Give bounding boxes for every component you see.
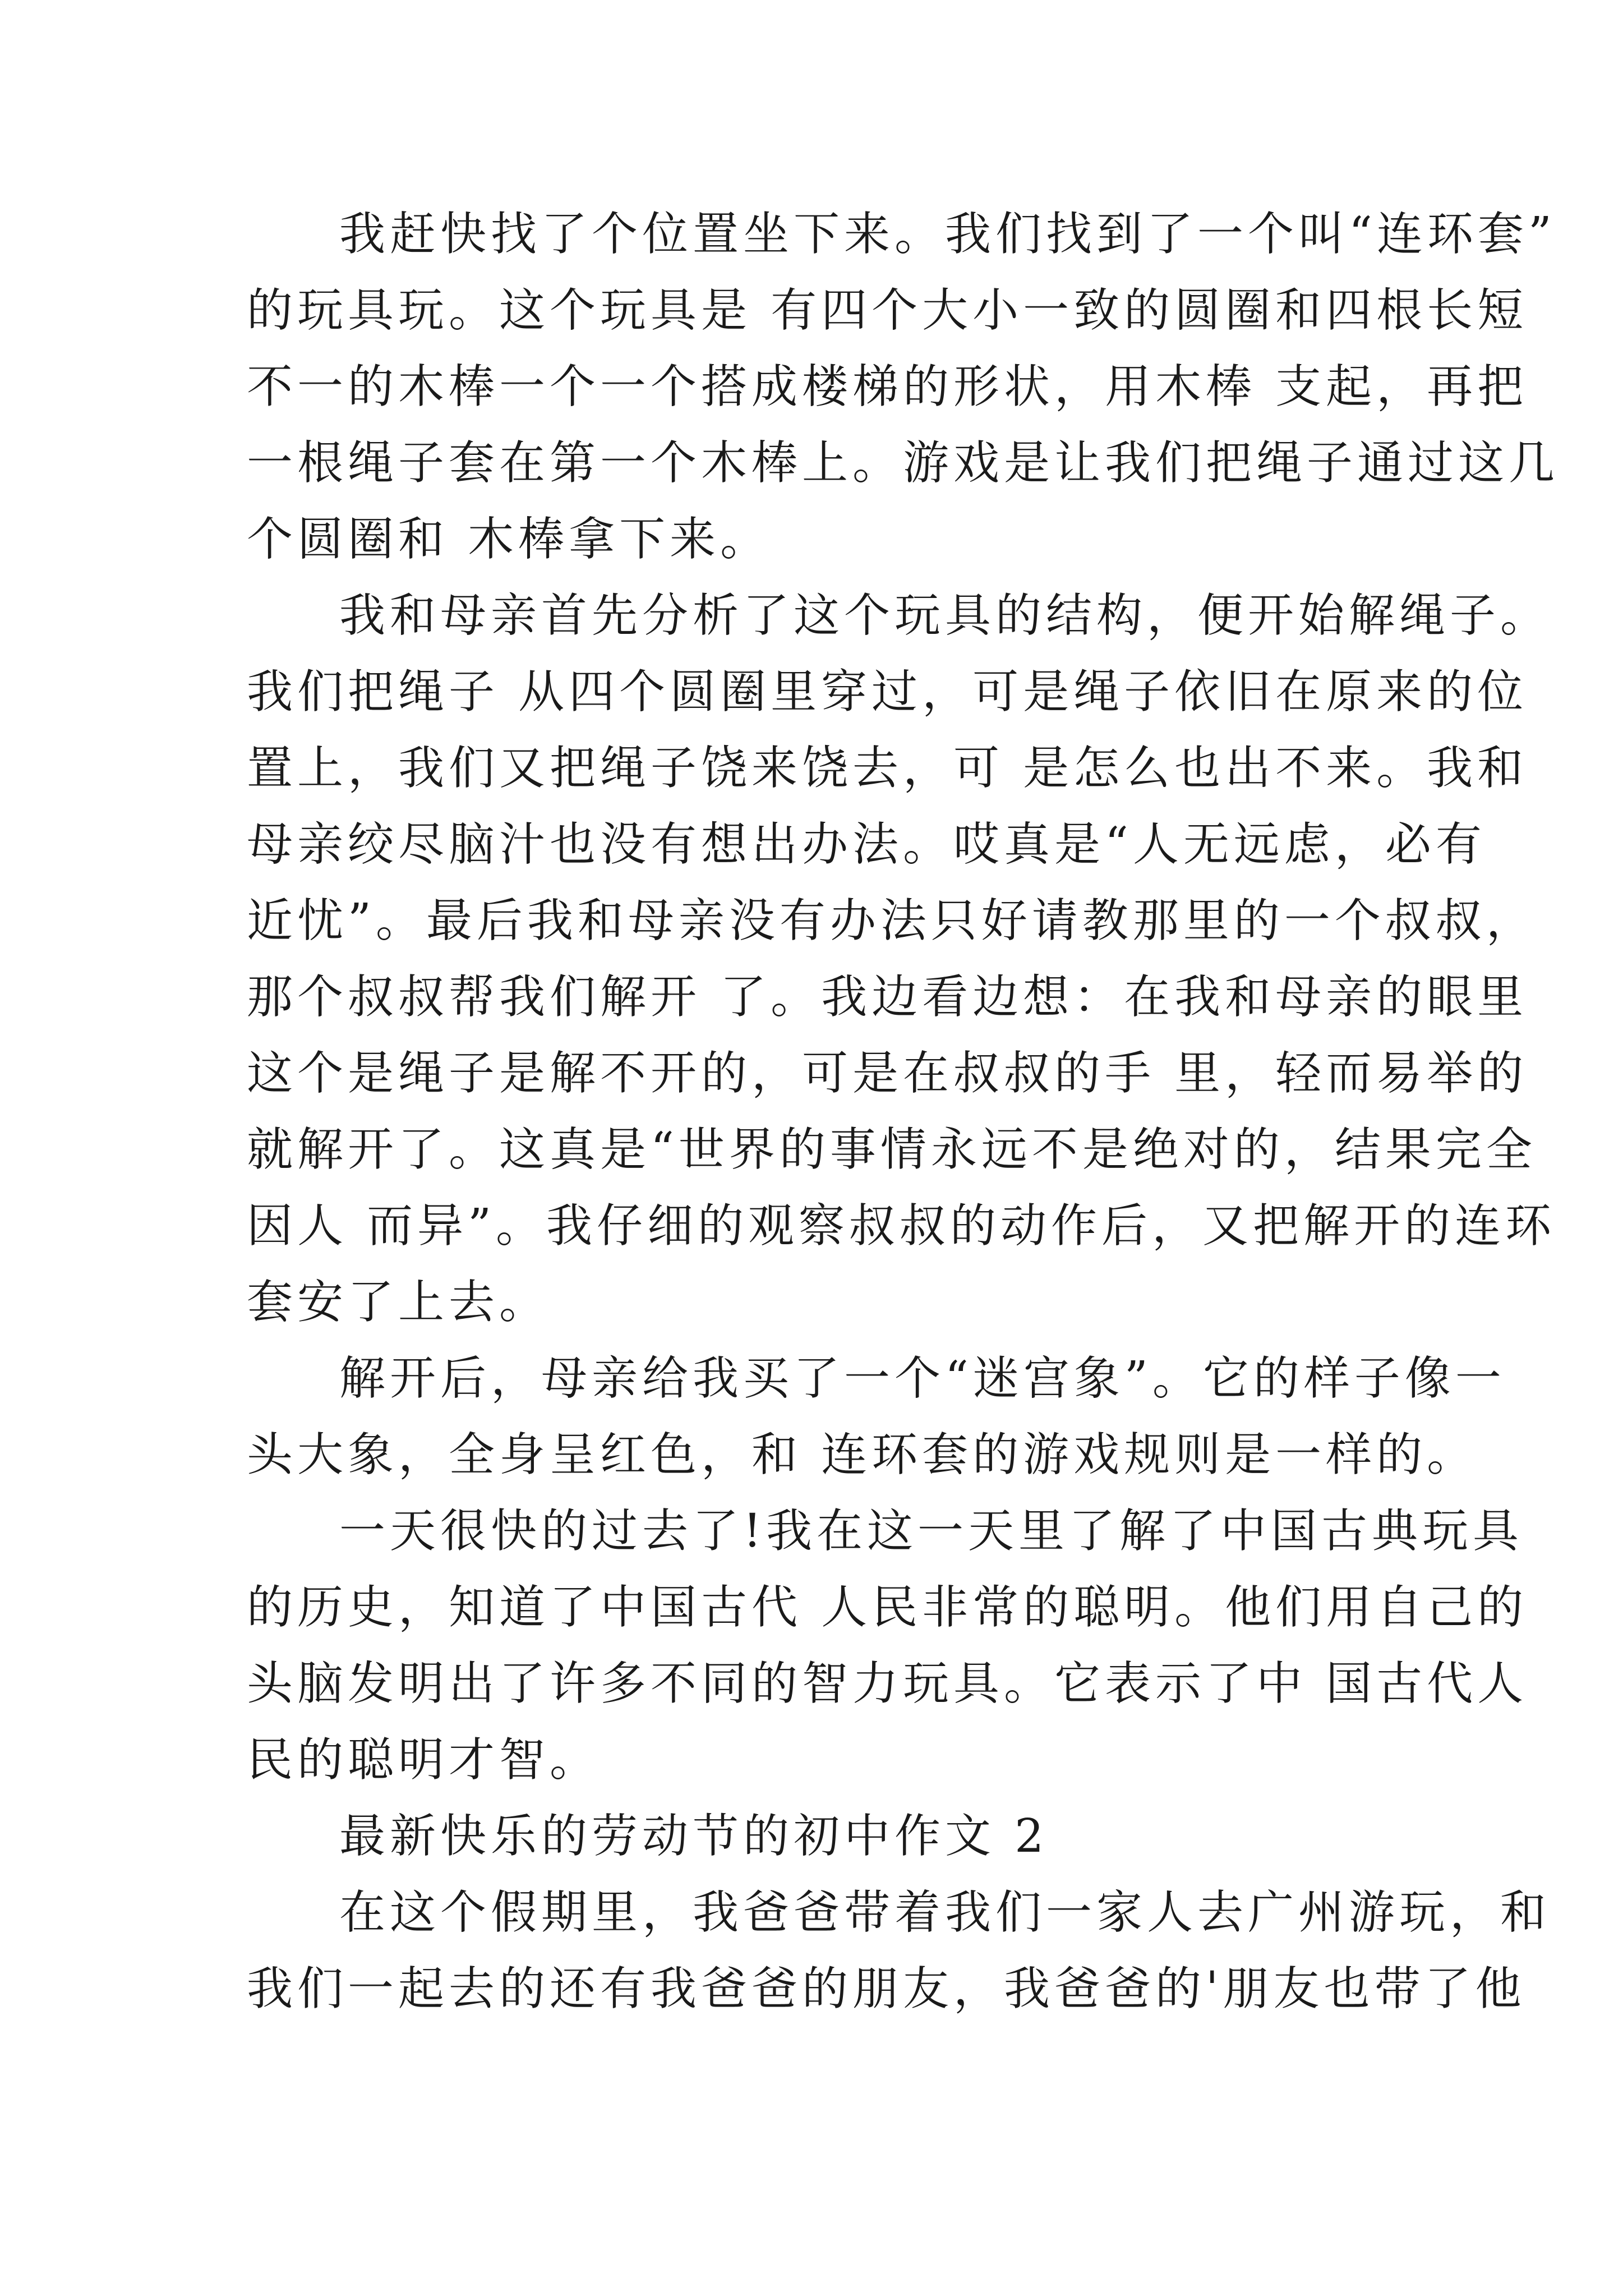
text-line: 头大象，全身呈红色，和 连环套的游戏规则是一样的。 — [247, 1428, 1478, 1481]
text-line: 的历史，知道了中国古代 人民非常的聪明。他们用自己的 — [247, 1581, 1528, 1634]
text-line: 头脑发明出了许多不同的智力玩具。它表示了中 国古代人 — [247, 1657, 1528, 1710]
text-line: 我和母亲首先分析了这个玩具的结构，便开始解绳子。 — [339, 589, 1551, 642]
text-line: 近忧”。最后我和母亲没有办法只好请教那里的一个叔叔， — [247, 894, 1537, 947]
text-line: 因人 而异”。我仔细的观察叔叔的动作后，又把解开的连环 — [247, 1199, 1556, 1253]
text-line: 民的聪明才智。 — [247, 1733, 601, 1787]
text-line: 的玩具玩。这个玩具是 有四个大小一致的圆圈和四根长短 — [247, 284, 1528, 337]
text-line: 一天很快的过去了!我在这一天里了解了中国古典玩具 — [339, 1504, 1523, 1558]
text-line: 我们一起去的还有我爸爸的朋友，我爸爸的'朋友也带了他 — [247, 1962, 1526, 2016]
text-line: 我赶快找了个位置坐下来。我们找到了一个叫“连环套” — [339, 208, 1556, 261]
essay-body — [247, 196, 1560, 2027]
text-line: 那个叔叔帮我们解开 了。我边看边想：在我和母亲的眼里 — [247, 970, 1528, 1024]
text-line: 在这个假期里，我爸爸带着我们一家人去广州游玩，和 — [339, 1886, 1551, 1939]
text-line: 我们把绳子 从四个圆圈里穿过，可是绳子依旧在原来的位 — [247, 665, 1528, 719]
text-line: 母亲绞尽脑汁也没有想出办法。哎真是“人无远虑，必有 — [247, 818, 1486, 871]
text-line: 就解开了。这真是“世界的事情永远不是绝对的，结果完全 — [247, 1123, 1537, 1176]
text-line: 这个是绳子是解不开的，可是在叔叔的手 里，轻而易举的 — [247, 1047, 1528, 1100]
text-line: 不一的木棒一个一个搭成楼梯的形状，用木棒 支起，再把 — [247, 360, 1528, 413]
text-line: 个圆圈和 木棒拿下来。 — [247, 513, 771, 566]
text-line: 一根绳子套在第一个木棒上。游戏是让我们把绳子通过这几 — [247, 436, 1560, 490]
section-heading: 最新快乐的劳动节的初中作文 2 — [339, 1810, 1049, 1863]
text-line: 解开后，母亲给我买了一个“迷宫象”。它的样子像一 — [339, 1352, 1506, 1405]
text-line: 套安了上去。 — [247, 1276, 550, 1329]
text-line: 置上，我们又把绳子饶来饶去，可 是怎么也出不来。我和 — [247, 742, 1528, 795]
